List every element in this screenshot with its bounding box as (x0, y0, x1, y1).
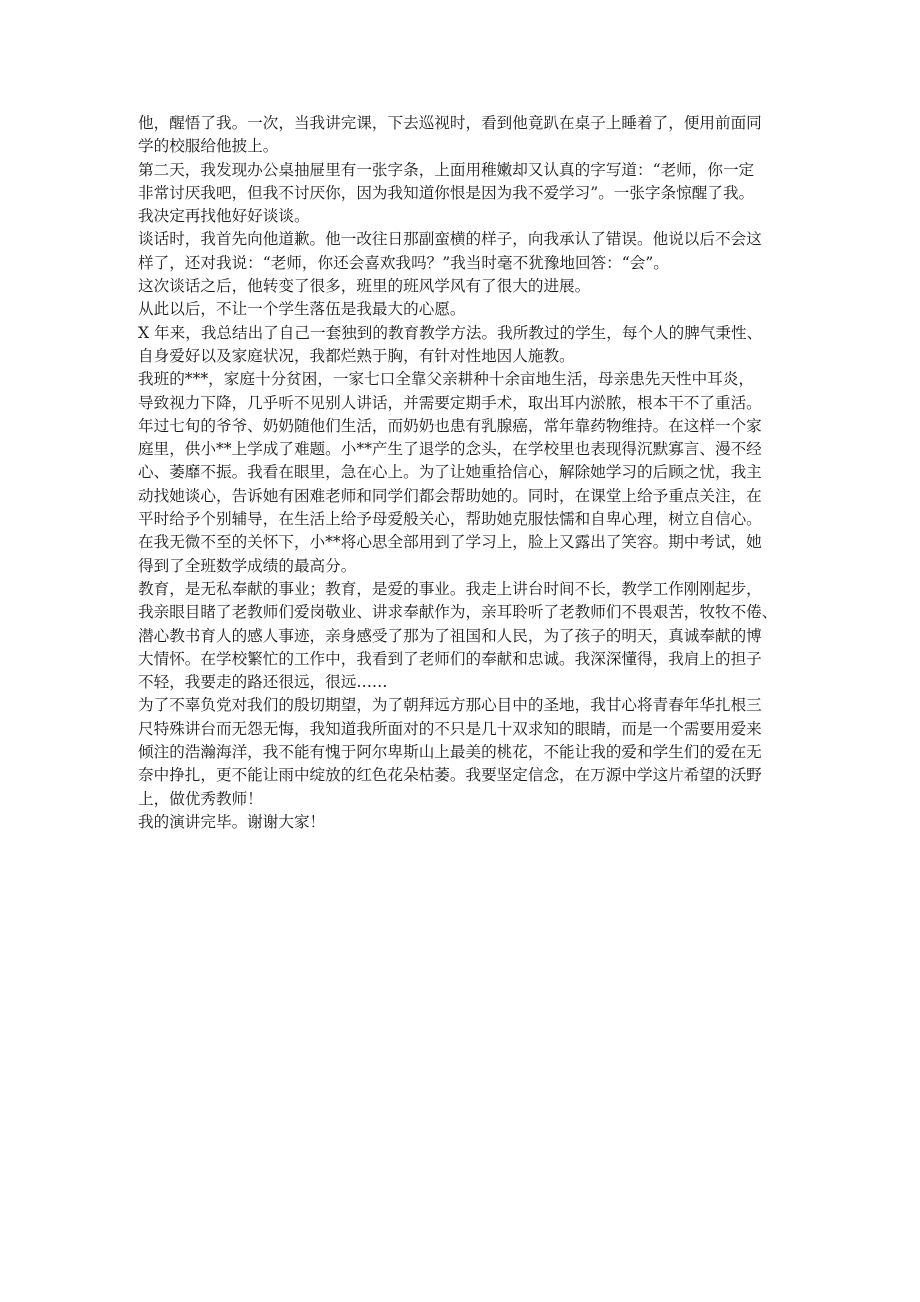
text-line: 非常讨厌我吧，但我不讨厌你，因为我知道你恨是因为我不爱学习”。一张字条惊醒了我。 (138, 183, 755, 202)
text-line: 谈话时，我首先向他道歉。他一改往日那副蛮横的样子，向我承认了错误。他说以后不会这 (138, 230, 762, 249)
text-line: 年过七旬的爷爷、奶奶随他们生活，而奶奶也患有乳腺癌，常年靠药物维持。在这样一个家 (138, 416, 762, 435)
text-line: 心、萎靡不振。我看在眼里，急在心上。为了让她重拾信心，解除她学习的后顾之忧，我主 (138, 463, 762, 482)
text-line: 不轻，我要走的路还很远，很远…… (138, 673, 388, 692)
text-line: 尺特殊讲台而无怨无悔，我知道我所面对的不只是几十双求知的眼睛，而是一个需要用爱来 (138, 719, 762, 738)
text-line: X 年来，我总结出了自己一套独到的教育教学方法。我所教过的学生，每个人的脾气秉性、 (138, 323, 763, 342)
text-line: 我的演讲完毕。谢谢大家！ (138, 812, 326, 831)
text-line: 我亲眼目睹了老教师们爱岗敬业、讲求奉献作为，亲耳聆听了老教师们不畏艰苦，牧牧不倦、 (138, 603, 778, 622)
text-line: 我班的***，家庭十分贫困，一家七口全靠父亲耕种十余亩地生活，母亲患先天性中耳炎， (138, 370, 754, 389)
text-line: 上，做优秀教师！ (138, 789, 263, 808)
text-line: 教育，是无私奉献的事业；教育，是爱的事业。我走上讲台时间不长，教学工作刚刚起步， (138, 579, 762, 598)
text-line: 倾注的浩瀚海洋，我不能有愧于阿尔卑斯山上最美的桃花，不能让我的爱和学生们的爱在无 (138, 743, 762, 762)
text-line: 动找她谈心，告诉她有困难老师和同学们都会帮助她的。同时，在课堂上给予重点关注，在 (138, 486, 762, 505)
text-line: 样了，还对我说：“老师，你还会喜欢我吗？”我当时毫不犹豫地回答：“会”。 (138, 253, 669, 272)
text-line: 导致视力下降，几乎听不见别人讲话，并需要定期手术，取出耳内淤脓，根本干不了重活。 (138, 393, 762, 412)
speech-text-body (138, 112, 790, 834)
text-line: 第二天，我发现办公桌抽屉里有一张字条，上面用稚嫩却又认真的字写道：“老师，你一定 (138, 160, 755, 179)
text-line: 这次谈话之后，他转变了很多，班里的班风学风有了很大的进展。 (138, 277, 591, 296)
text-line: 大情怀。在学校繁忙的工作中，我看到了老师们的奉献和忠诚。我深深懂得，我肩上的担子 (138, 649, 762, 668)
text-line: 自身爱好以及家庭状况，我都烂熟于胸，有针对性地因人施教。 (138, 346, 575, 365)
text-line: 得到了全班数学成绩的最高分。 (138, 556, 357, 575)
text-line: 平时给予个别辅导，在生活上给予母爱般关心，帮助她克服怯懦和自卑心理，树立自信心。 (138, 510, 762, 529)
text-line: 学的校服给他披上。 (138, 137, 279, 156)
text-line: 我决定再找他好好谈谈。 (138, 207, 310, 226)
text-line: 潜心教书育人的感人事迹，亲身感受了那为了祖国和人民，为了孩子的明天，真诚奉献的博 (138, 626, 762, 645)
text-line: 为了不辜负党对我们的殷切期望，为了朝拜远方那心目中的圣地，我甘心将青春年华扎根三 (138, 696, 762, 715)
text-line: 在我无微不至的关怀下，小**将心思全部用到了学习上，脸上又露出了笑容。期中考试，她 (138, 533, 762, 552)
text-line: 奈中挣扎，更不能让雨中绽放的红色花朵枯萎。我要坚定信念，在万源中学这片希望的沃野 (138, 766, 762, 785)
text-line: 庭里，供小**上学成了难题。小**产生了退学的念头，在学校里也表现得沉默寡言、漫不经 (138, 440, 762, 459)
text-line: 从此以后，不让一个学生落伍是我最大的心愿。 (138, 300, 466, 319)
text-line: 他，醒悟了我。一次，当我讲完课，下去巡视时，看到他竟趴在桌子上睡着了，便用前面同 (138, 114, 762, 132)
